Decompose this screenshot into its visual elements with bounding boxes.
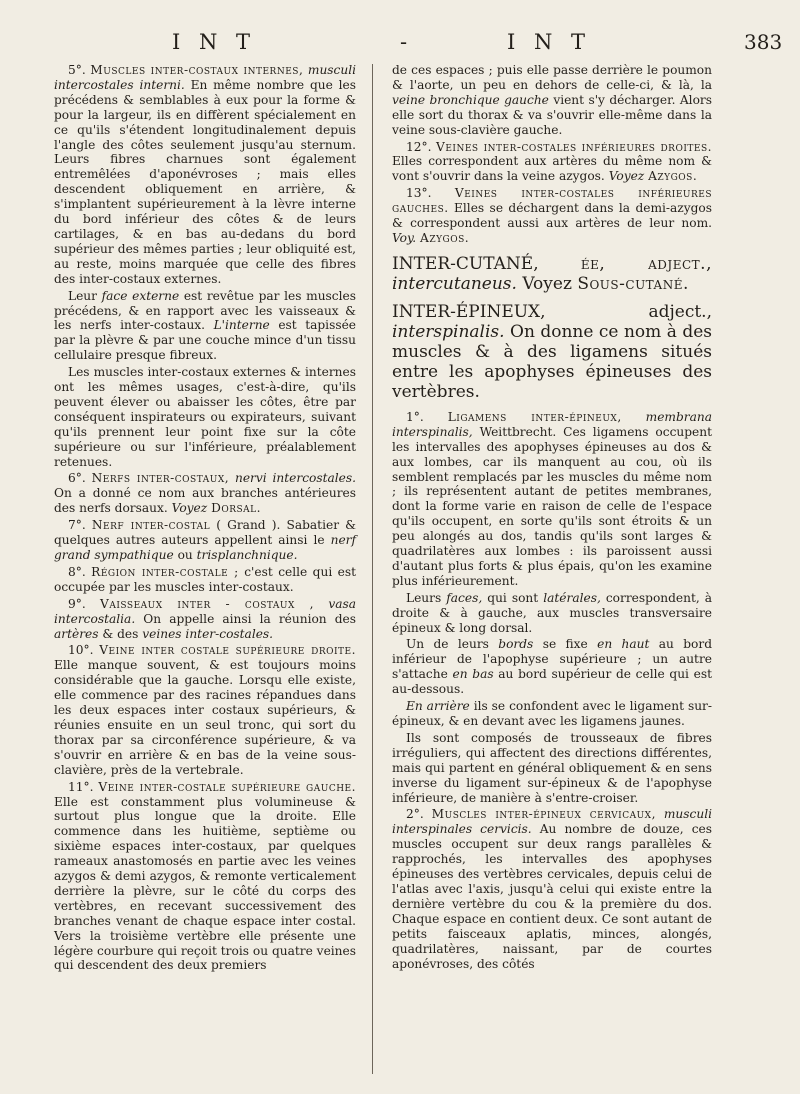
paragraph-8: 8°. Région inter-costale ; c'est celle qui est occupée par les muscles inter-costaux. — [54, 564, 357, 594]
paragraph-1-arriere: En arrière ils se confondent avec le ligament sur-épineux, & en devant avec les ligamens jaunes. — [392, 699, 712, 728]
headword: INTER-ÉPINEUX, — [392, 301, 546, 322]
paragraph-7: 7°. Nerf inter-costal ( Grand ). Sabatier & quelques autres auteurs appellent ainsi le nerf grand sympathique ou trisplanchnique. — [54, 518, 357, 562]
headword: INTER-CUTANÉ, — [392, 253, 539, 274]
cross-reference: Azygos. — [648, 169, 698, 184]
paragraph-1-bords: Un de leurs bords se fixe en haut au bord inférieur de l'apophyse supérieure ; un autre s'attache en bas au bord supérieur de celle qui est au-dessous. — [392, 637, 713, 697]
entry-inter-cutane: INTER-CUTANÉ, ée, adject., intercutaneus. Voyez Sous-cutané. — [392, 253, 712, 294]
cross-reference: Sous-cutané. — [577, 273, 689, 294]
paragraph-9: 9°. Vaisseaux inter - costaux , vasa intercostalia. On appelle ainsi la réunion des artères & des veines inter-costales. — [54, 596, 357, 641]
paragraph-5: 5°. Muscles inter-costaux internes, musculi intercostales interni. En même nombre que les précédens & semblables à eux pour la forme & pour la largeur, ils en diffèrent spécialement en ce qu'ils s'étendent longitudinalement depuis l'angle des côtes seulement jusqu'au sternum. Leurs fibres charnues sont également entremêlées d'aponévroses ; mais elles descendent obliquement en arrière, & s'implantent supérieurement à la lèvre interne du bord inférieur des côtes & de leurs cartilages, & en bas au-dedans du bord supérieur des mêmes parties ; leur obliquité est, au reste, moins marquée que celle des fibres des inter-costaux externes. — [54, 63, 357, 286]
paragraph-13: 13°. Veines inter-costales inférieures gauches. Elles se déchargent dans la demi-azygos & correspondent aussi aux artères de leur nom. Voy. Azygos. — [392, 186, 713, 245]
column-divider — [372, 64, 373, 1074]
page-number: 383 — [744, 30, 783, 54]
paragraph-12: 12°. Veines inter-costales inférieures droites. Elles correspondent aux artères du même nom & vont s'ouvrir dans la veine azygos. Voyez Azygos. — [392, 139, 713, 184]
header-left-word: I N T — [172, 30, 257, 54]
running-header — [0, 30, 800, 60]
paragraph-1: 1°. Ligamens inter-épineux, membrana interspinalis, Weittbrecht. Ces ligamens occupent les intervalles des apophyses épineuses au dos & aux lombes, car ils manquent au cou, où ils semblent remplacés par les muscles du même nom ; ils représentent autant de petites membranes, dont la forme varie en raison de celle de l'espace qu'ils occupent, en sorte qu'ils sont étroits & un peu alongés au dos, tandis qu'ils sont larges & quadrilatères aux lombes : ils paroissent aussi d'autant plus forts & plus épais, qu'on les examine plus inférieurement. — [392, 409, 713, 588]
paragraph-11: 11°. Veine inter-costale supérieure gauche. Elle est constamment plus volumineuse & surtout plus longue que la droite. Elle commence dans les huitième, septième ou sixième espaces inter-costaux, par quelques rameaux anastomosés en partie avec les veines azygos & demi azygos, & remonte verticalement derrière la plèvre, sur le côté du corps des vertèbres, en recevant successivement des branches venant de chaque espace inter costal. Vers la troisième vertèbre elle présente une légère courbure qui reçoit trois ou quatre veines qui descendent des deux premiers — [54, 779, 356, 973]
header-center-mark: - — [400, 30, 408, 54]
paragraph-5-faces: Leur face externe est revêtue par les muscles précédens, & en rapport avec les vaisseaux & les nerfs inter-costaux. L'interne est tapissée par la plèvre & par une couche mince d'un tissu cellulaire presque fibreux. — [54, 288, 356, 363]
paragraph-1-structure: Ils sont composés de trousseaux de fibres irréguliers, qui affectent des directions différentes, mais qui partent en général obliquement & en sens inverse du ligament sur-épineux & de l'apophyse inférieure, de manière à s'entre-croiser. — [392, 730, 712, 805]
header-center-word: I N T — [507, 30, 592, 54]
left-column — [54, 63, 356, 975]
paragraph-2: 2°. Muscles inter-épineux cervicaux, musculi interspinales cervicis. Au nombre de douze, ces muscles occupent sur deux rangs parallèles & rapprochés, les intervalles des apophyses épineuses des vertèbres cervicales, depuis celui de l'atlas avec l'axis, jusqu'à celui qui existe entre la dernière vertèbre du cou & la première du dos. Chaque espace en contient deux. Ce sont autant de petits faisceaux aplatis, minces, alongés, quadrilatères, naissant, par de courtes aponévroses, des côtés — [392, 807, 712, 971]
right-column — [392, 63, 712, 973]
paragraph-1-faces: Leurs faces, qui sont latérales, correspondent, à droite & à gauche, aux muscles transversaire épineux & long dorsal. — [392, 590, 713, 635]
paragraph-10: 10°. Veine inter costale supérieure droite. Elle manque souvent, & est toujours moins considérable que la gauche. Lorsqu elle existe, elle commence par des racines répandues dans les deux espaces inter costaux supérieurs, & réunies ensuite en un seul tronc, qui sort du thorax par sa circonférence supérieure, & va s'ouvrir en arrière & en bas de la veine sous-clavière, près de la vertebrale. — [54, 643, 357, 777]
entry-inter-epineux: INTER-ÉPINEUX, adject., interspinalis. On donne ce nom à des muscles & à des ligamens situés entre les apophyses épineuses des vertèbres. — [392, 301, 712, 402]
paragraph-5-usages: Les muscles inter-costaux externes & internes ont les mêmes usages, c'est-à-dire, qu'ils peuvent élever ou abaisser les côtes, être par conséquent inspirateurs ou expirateurs, suivant qu'ils prennent leur point fixe sur la côte supérieure ou sur l'inférieure, préalablement retenues. — [54, 365, 356, 469]
cross-reference: Dorsal. — [211, 501, 262, 516]
paragraph-11-continued: de ces espaces ; puis elle passe derrière le poumon & l'aorte, un peu en dehors de celle-ci, & là, la veine bronchique gauche vient s'y décharger. Alors elle sort du thorax & va s'ouvrir elle-même dans la veine sous-clavière gauche. — [392, 63, 712, 137]
paragraph-6: 6°. Nerfs inter-costaux, nervi intercostales. On a donné ce nom aux branches antérieures des nerfs dorsaux. Voyez Dorsal. — [54, 471, 357, 516]
cross-reference: Azygos. — [420, 230, 470, 245]
